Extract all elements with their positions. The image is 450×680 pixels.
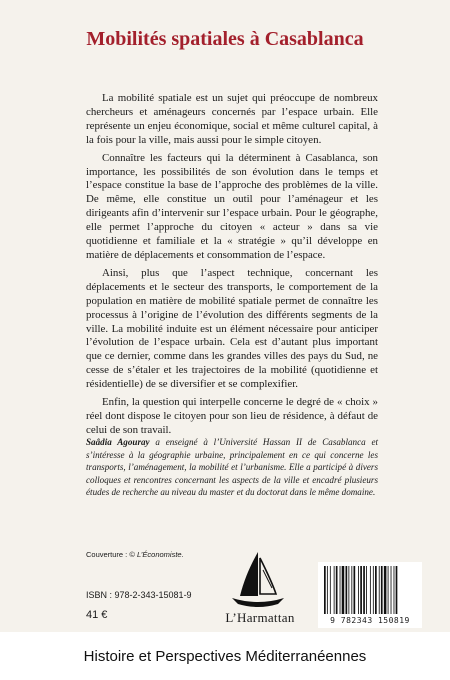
author-name: Saâdia Agouray xyxy=(86,437,150,447)
author-bio-text: a enseigné à l’Université Hassan II de Casablanca et s’intéresse à la géographie urbaine, principalement en ce qui concerne les transports, l’aménagement, la mobilité et l’urbanisme. Elle a participé à divers colloques et rencontres concernant les aspects de la ville et encadré plusieurs études de recherche au niveau du master et du doctorat dans le même domaine. xyxy=(86,437,379,498)
cover-credit-source: L’Économiste. xyxy=(136,550,184,559)
series-title: Histoire et Perspectives Méditerranéennes xyxy=(83,648,367,665)
barcode-icon xyxy=(318,562,422,616)
publisher-name: L’Harmattan xyxy=(225,610,295,625)
isbn-barcode xyxy=(318,562,422,628)
barcode-digits: 9 782343 150819 xyxy=(330,616,410,625)
sailboat-logo-icon xyxy=(228,548,288,610)
blurb xyxy=(86,92,378,442)
cover-credit xyxy=(86,550,184,559)
cover-credit-label: Couverture : © xyxy=(86,550,137,559)
blurb-paragraph-1: La mobilité spatiale est un sujet qui préoccupe de nombreux chercheurs et aménageurs concernés par l’espace urbain. Elle représente un enjeu économique, social et même culturel capital, à la fois pour la ville, mais aussi pour le simple citoyen. xyxy=(86,92,378,146)
blurb-paragraph-2: Connaître les facteurs qui la déterminent à Casablanca, son importance, les possibilités de son évolution dans le temps et l’espace constitue la base de l’approche des problèmes de la ville. De même, elle constitue un outil pour l’aménageur et les dirigeants afin d’intervenir sur l’espace urbain. Pour le géographe, elle permet l’approche du citoyen « acteur » dans sa vie quotidienne et familiale et la « stratégie » qu’il développe en matière de déplacements et consommation de l’espace. xyxy=(86,151,378,261)
blurb-paragraph-3: Ainsi, plus que l’aspect technique, concernant les déplacements et le secteur des transports, le comportement de la population en matière de mobilité spatiale permet de connaître les processus à l’origine de l’évolution des différents segments de la ville. La mobilité induite est un élément nécessaire pour anticiper l’évolution de l’espace urbain. Cela est d’autant plus important que ce dernier, comme dans les grandes villes des pays du Sud, ne cesse de s’étaler et les trajectoires de la mobilité (quotidienne et résidentielle) de se diversifier et se complexifier. xyxy=(86,266,378,391)
author-bio xyxy=(86,436,378,499)
book-title: Mobilités spatiales à Casablanca xyxy=(86,28,364,50)
price: 41 € xyxy=(86,609,108,621)
isbn: ISBN : 978-2-343-15081-9 xyxy=(86,590,192,600)
blurb-paragraph-4: Enfin, la question qui interpelle concerne le degré de « choix » réel dont dispose le citoyen pour son lieu de résidence, à défaut de celui de son travail. xyxy=(86,396,378,436)
